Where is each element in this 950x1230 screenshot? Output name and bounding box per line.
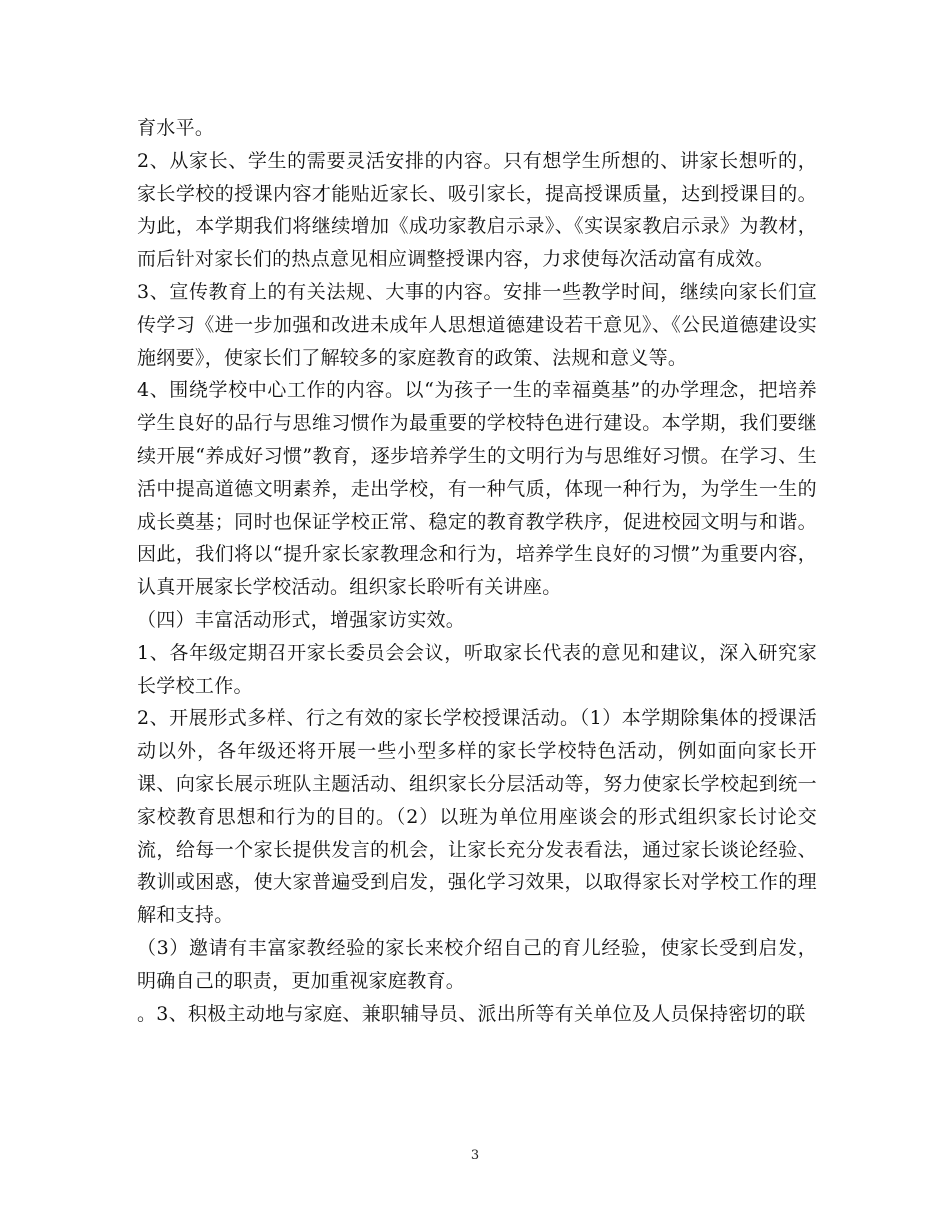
page-number: 3 [470,1148,480,1163]
paragraph-item-4-school-center-work: 4、围绕学校中心工作的内容。以“为孩子一生的幸福奠基”的办学理念，把培养学生良好的品行与思维习惯作为最重要的学校特色进行建设。本学期，我们要继续开展“养成好习惯”教育，逐步培养学生的文明行为与思维好习惯。在学习、生活中提高道德文明素养，走出学校，有一种气质，体现一种行为，为学生一生的成长奠基；同时也保证学校正常、稳定的教育教学秩序，促进校园文明与和谐。因此，我们将以“提升家长家教理念和行为，培养学生良好的习惯”为重要内容，认真开展家长学校活动。组织家长聆听有关讲座。 [137,379,817,599]
paragraph-item-2-teaching-activities: 2、开展形式多样、行之有效的家长学校授课活动。（1）本学期除集体的授课活动以外，各年级还将开展一些小型多样的家长学校特色活动，例如面向家长开课、向家长展示班队主题活动、组织家长分层活动等，努力使家长学校起到统一家校教育思想和行为的目的。（2）以班为单位用座谈会的形式组织家长讨论交流，给每一个家长提供发言的机会，让家长充分发表看法，通过家长谈论经验、教训或困惑，使大家普遍受到启发，强化学习效果，以取得家长对学校工作的理解和支持。 [137,707,817,927]
paragraph-continuation: 育水平。 [137,117,215,139]
paragraph-item-2-content-arrangement: 2、从家长、学生的需要灵活安排的内容。只有想学生所想的、讲家长想听的，家长学校的授课内容才能贴近家长、吸引家长，提高授课质量，达到授课目的。为此，本学期我们将继续增加《成功家教启示录》、《实误家教启示录》为教材，而后针对家长们的热点意见相应调整授课内容，力求使每次活动富有成效。 [137,149,817,271]
paragraph-item-3-cooperation: 。3、积极主动地与家庭、兼职辅导员、派出所等有关单位及人员保持密切的联 [137,1002,806,1025]
paragraph-subitem-3-parent-experience: （3）邀请有丰富家教经验的家长来校介绍自己的育儿经验，使家长受到启发，明确自己的职责，更加重视家庭教育。 [137,936,817,992]
paragraph-item-3-laws-publicity: 3、宣传教育上的有关法规、大事的内容。安排一些教学时间，继续向家长们宣传学习《进一步加强和改进未成年人思想道德建设若干意见》、《公民道德建设实施纲要》，使家长们了解较多的家庭教育的政策、法规和意义等。 [137,280,817,369]
document-body [137,112,817,1030]
section-heading-activity-forms: （四）丰富活动形式，增强家访实效。 [137,608,466,631]
paragraph-item-1-committee-meetings: 1、各年级定期召开家长委员会会议，听取家长代表的意见和建议，深入研究家长学校工作。 [137,641,817,697]
